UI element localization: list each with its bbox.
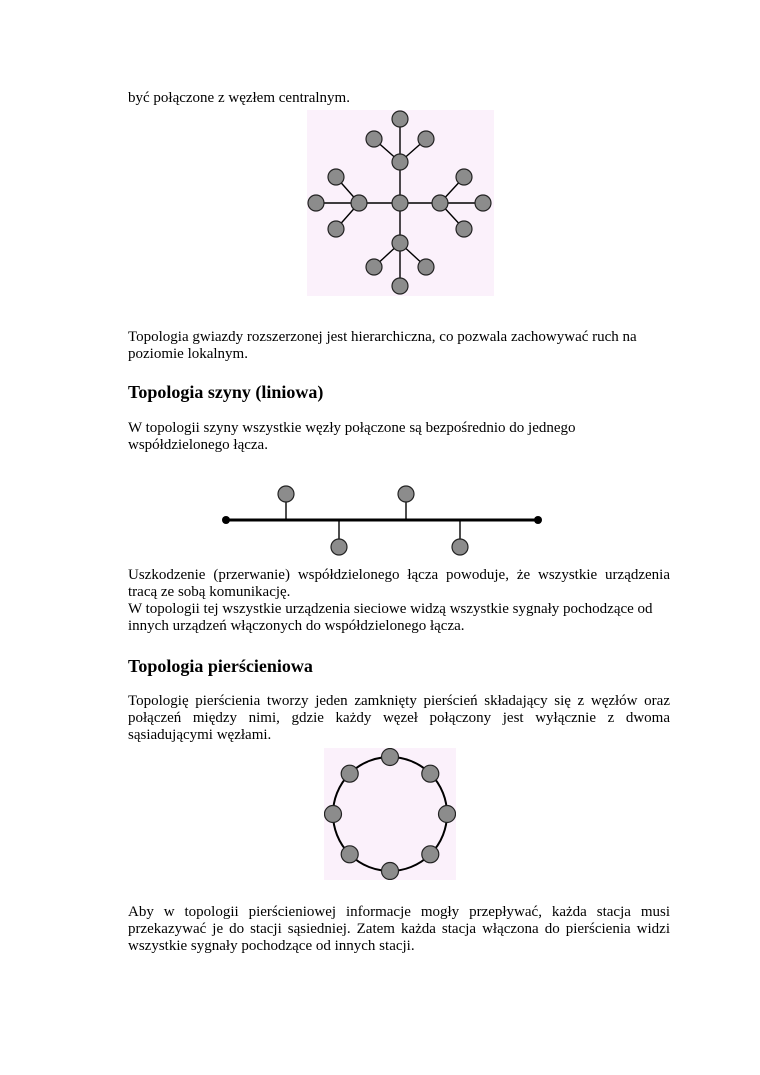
leaf-node xyxy=(418,259,434,275)
leaf-node xyxy=(308,195,324,211)
ring-paragraph: Topologię pierścienia tworzy jeden zamknięty pierścień składający się z węzłów oraz połączeń między nimi, gdzie każdy węzeł połączony jest wyłącznie z dwoma sąsiadującymi węzłami. xyxy=(128,693,670,743)
ring-node xyxy=(422,765,439,782)
ring-closing-paragraph: Aby w topologii pierścieniowej informacje mogły przepływać, każda stacja musi przekazywać je do stacji sąsiedniej. Zatem każda stacja włączona do pierścienia widzi wszystkie sygnały pochodzące od innych stacji. xyxy=(128,904,670,954)
ring-node xyxy=(341,765,358,782)
bus-terminator xyxy=(222,516,230,524)
extended-star-paragraph: Topologia gwiazdy rozszerzonej jest hierarchiczna, co pozwala zachowywać ruch na poziomie lokalnym. xyxy=(128,329,637,362)
hub-node xyxy=(351,195,367,211)
bus-diagram xyxy=(220,480,545,560)
central-node xyxy=(392,195,408,211)
leaf-node xyxy=(456,169,472,185)
bus-node xyxy=(452,539,468,555)
bus-node xyxy=(398,486,414,502)
ring-heading: Topologia pierścieniowa xyxy=(128,656,313,676)
intro-line: być połączone z węzłem centralnym. xyxy=(128,90,350,106)
ring-diagram xyxy=(324,748,456,880)
extended-star-diagram xyxy=(307,110,494,296)
bus-node xyxy=(331,539,347,555)
hub-node xyxy=(432,195,448,211)
bus-svg xyxy=(220,480,545,560)
bus-paragraph: W topologii szyny wszystkie węzły połączone są bezpośrednio do jednego współdzielonego łącza. xyxy=(128,420,576,453)
bus-failure-paragraph: Uszkodzenie (przerwanie) współdzielonego łącza powoduje, że wszystkie urządzenia tracą ze sobą komunikację. xyxy=(128,567,670,600)
ring-node xyxy=(439,806,456,823)
leaf-node xyxy=(392,278,408,294)
leaf-node xyxy=(418,131,434,147)
leaf-node xyxy=(475,195,491,211)
leaf-node xyxy=(456,221,472,237)
bus-node xyxy=(278,486,294,502)
extended-star-svg xyxy=(307,110,494,296)
ring-node xyxy=(382,749,399,766)
bus-signals-paragraph: W topologii tej wszystkie urządzenia sieciowe widzą wszystkie sygnały pochodzące od innych urządzeń włączonych do współdzielonego łącza. xyxy=(128,601,653,634)
leaf-node xyxy=(366,259,382,275)
ring-node xyxy=(422,846,439,863)
bus-heading: Topologia szyny (liniowa) xyxy=(128,382,324,402)
leaf-node xyxy=(328,169,344,185)
ring-node xyxy=(382,863,399,880)
ring-node xyxy=(325,806,342,823)
ring-svg xyxy=(324,748,456,880)
hub-node xyxy=(392,235,408,251)
leaf-node xyxy=(366,131,382,147)
leaf-node xyxy=(328,221,344,237)
hub-node xyxy=(392,154,408,170)
bus-terminator xyxy=(534,516,542,524)
leaf-node xyxy=(392,111,408,127)
ring-node xyxy=(341,846,358,863)
